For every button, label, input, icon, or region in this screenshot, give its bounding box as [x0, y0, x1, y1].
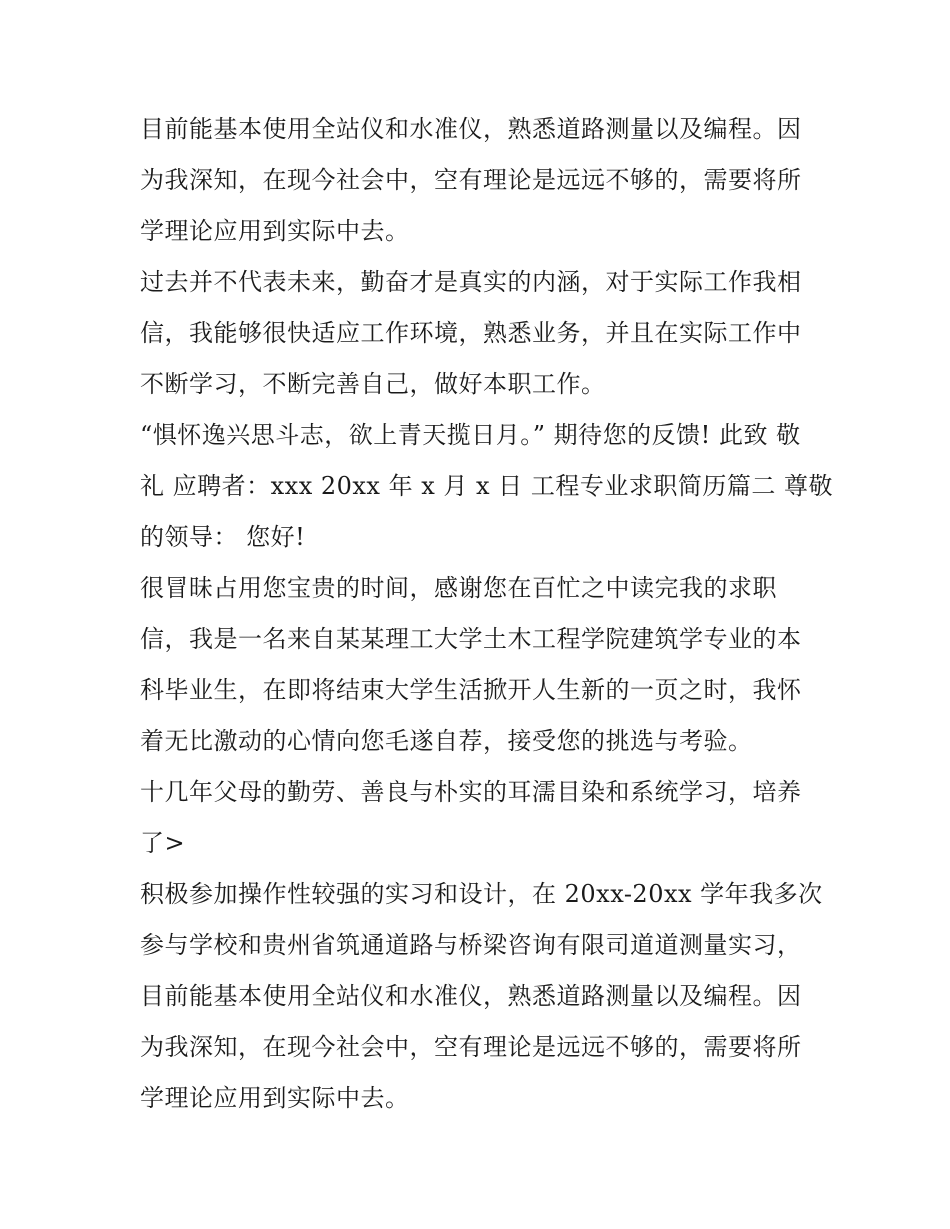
text-line: 目前能基本使用全站仪和水准仪，熟悉道路测量以及编程。因 — [140, 982, 802, 1010]
text-line: 信，我能够很快适应工作环境，熟悉业务，并且在实际工作中 — [140, 319, 802, 347]
paragraph-3 — [140, 410, 833, 563]
text-line: 为我深知，在现今社会中，空有理论是远远不够的，需要将所 — [140, 166, 802, 194]
paragraph-5 — [140, 767, 816, 869]
paragraph-6 — [140, 869, 823, 1124]
text-line: 着无比激动的心情向您毛遂自荐，接受您的挑选与考验。 — [140, 727, 753, 755]
text-line: 的领导： 您好! — [140, 523, 306, 551]
paragraph-2 — [140, 257, 816, 410]
text-line: 很冒昧占用您宝贵的时间，感谢您在百忙之中读完我的求职 — [140, 574, 777, 602]
text-line: 目前能基本使用全站仪和水准仪，熟悉道路测量以及编程。因 — [140, 115, 802, 143]
text-line: 积极参加操作性较强的实习和设计，在 20xx-20xx 学年我多次 — [140, 880, 823, 908]
text-line: 科毕业生，在即将结束大学生活掀开人生新的一页之时，我怀 — [140, 676, 802, 704]
text-line: 礼 应聘者：xxx 20xx 年 x 月 x 日 工程专业求职简历篇二 尊敬 — [140, 472, 833, 500]
text-line: 学理论应用到实际中去。 — [140, 1084, 410, 1112]
document-body — [140, 104, 833, 1124]
text-line: 不断学习，不断完善自己，做好本职工作。 — [140, 370, 606, 398]
text-line: 参与学校和贵州省筑通道路与桥梁咨询有限司道道测量实习， — [140, 931, 802, 959]
text-line: 了> — [140, 829, 186, 857]
text-line: “惧怀逸兴思斗志，欲上青天揽日月。” 期待您的反馈! 此致 敬 — [140, 421, 801, 449]
paragraph-1 — [140, 104, 816, 257]
text-line: 学理论应用到实际中去。 — [140, 217, 410, 245]
paragraph-4 — [140, 563, 816, 767]
text-line: 过去并不代表未来，勤奋才是真实的内涵，对于实际工作我相 — [140, 268, 802, 296]
text-line: 为我深知，在现今社会中，空有理论是远远不够的，需要将所 — [140, 1033, 802, 1061]
text-line: 十几年父母的勤劳、善良与朴实的耳濡目染和系统学习，培养 — [140, 778, 802, 806]
text-line: 信，我是一名来自某某理工大学土木工程学院建筑学专业的本 — [140, 625, 802, 653]
